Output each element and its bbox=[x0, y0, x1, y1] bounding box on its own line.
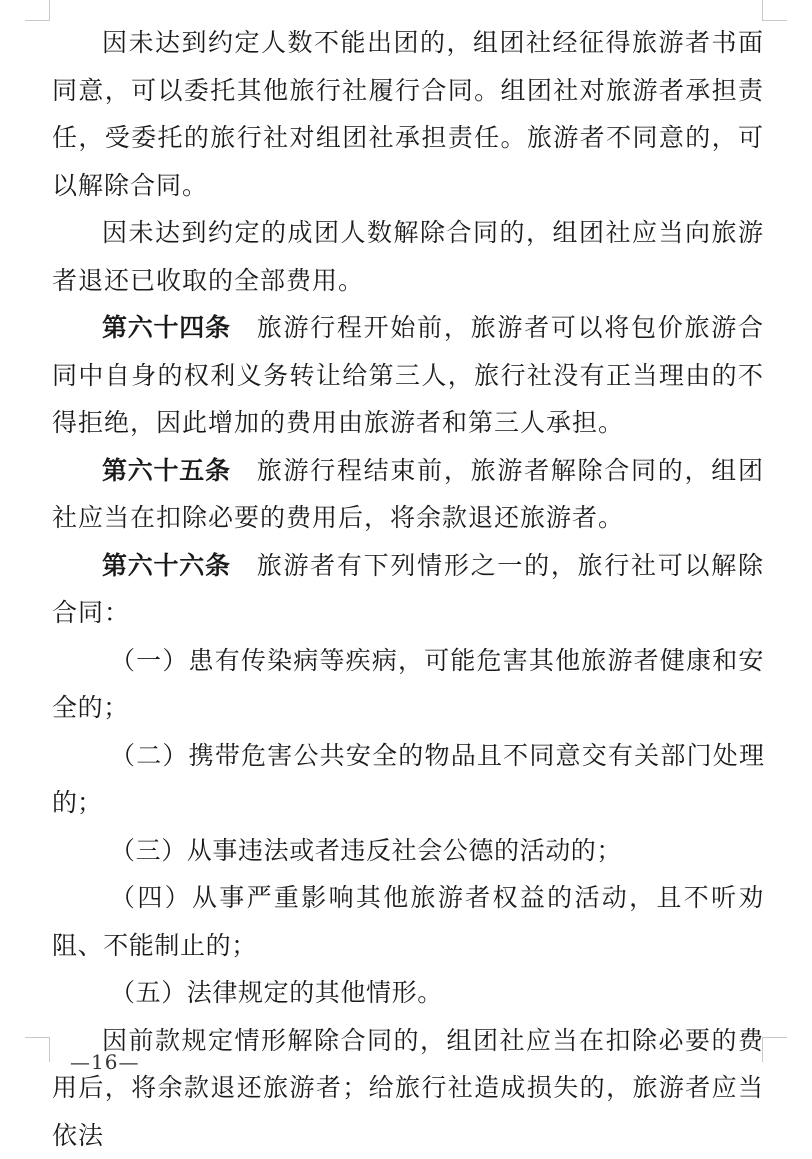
article-heading: 第六十五条 bbox=[102, 456, 231, 485]
crop-mark-top-left bbox=[25, 0, 50, 21]
article-66: 第六十六条 旅游者有下列情形之一的，旅行社可以解除合同： bbox=[52, 542, 764, 637]
list-item: （一）患有传染病等疾病，可能危害其他旅游者健康和安全的； bbox=[52, 637, 764, 732]
article-64: 第六十四条 旅游行程开始前，旅游者可以将包价旅游合同中自身的权利义务转让给第三人，旅行社没有正当理由的不得拒绝，因此增加的费用由旅游者和第三人承担。 bbox=[52, 304, 764, 447]
closing-paragraph: 因前款规定情形解除合同的，组团社应当在扣除必要的费用后，将余款退还旅游者；给旅行社造成损失的，旅游者应当依法 bbox=[52, 1017, 764, 1159]
crop-mark-bottom-left bbox=[25, 1037, 50, 1062]
paragraph-1: 因未达到约定人数不能出团的，组团社经征得旅游者书面同意，可以委托其他旅行社履行合同。组团社对旅游者承担责任，受委托的旅行社对组团社承担责任。旅游者不同意的，可以解除合同。 bbox=[52, 19, 764, 209]
page-number: —16— bbox=[70, 1050, 139, 1074]
article-65: 第六十五条 旅游行程结束前，旅游者解除合同的，组团社应当在扣除必要的费用后，将余款退还旅游者。 bbox=[52, 447, 764, 542]
crop-mark-top-right bbox=[762, 0, 787, 21]
crop-mark-bottom-right bbox=[762, 1037, 787, 1062]
paragraph-2: 因未达到约定的成团人数解除合同的，组团社应当向旅游者退还已收取的全部费用。 bbox=[52, 209, 764, 304]
article-heading: 第六十四条 bbox=[102, 313, 231, 342]
list-item: （四）从事严重影响其他旅游者权益的活动，且不听劝阻、不能制止的； bbox=[52, 874, 764, 969]
article-heading: 第六十六条 bbox=[102, 551, 231, 580]
list-item: （三）从事违法或者违反社会公德的活动的； bbox=[52, 827, 764, 875]
list-item: （五）法律规定的其他情形。 bbox=[52, 969, 764, 1017]
list-item: （二）携带危害公共安全的物品且不同意交有关部门处理的； bbox=[52, 732, 764, 827]
document-body bbox=[52, 19, 764, 1159]
